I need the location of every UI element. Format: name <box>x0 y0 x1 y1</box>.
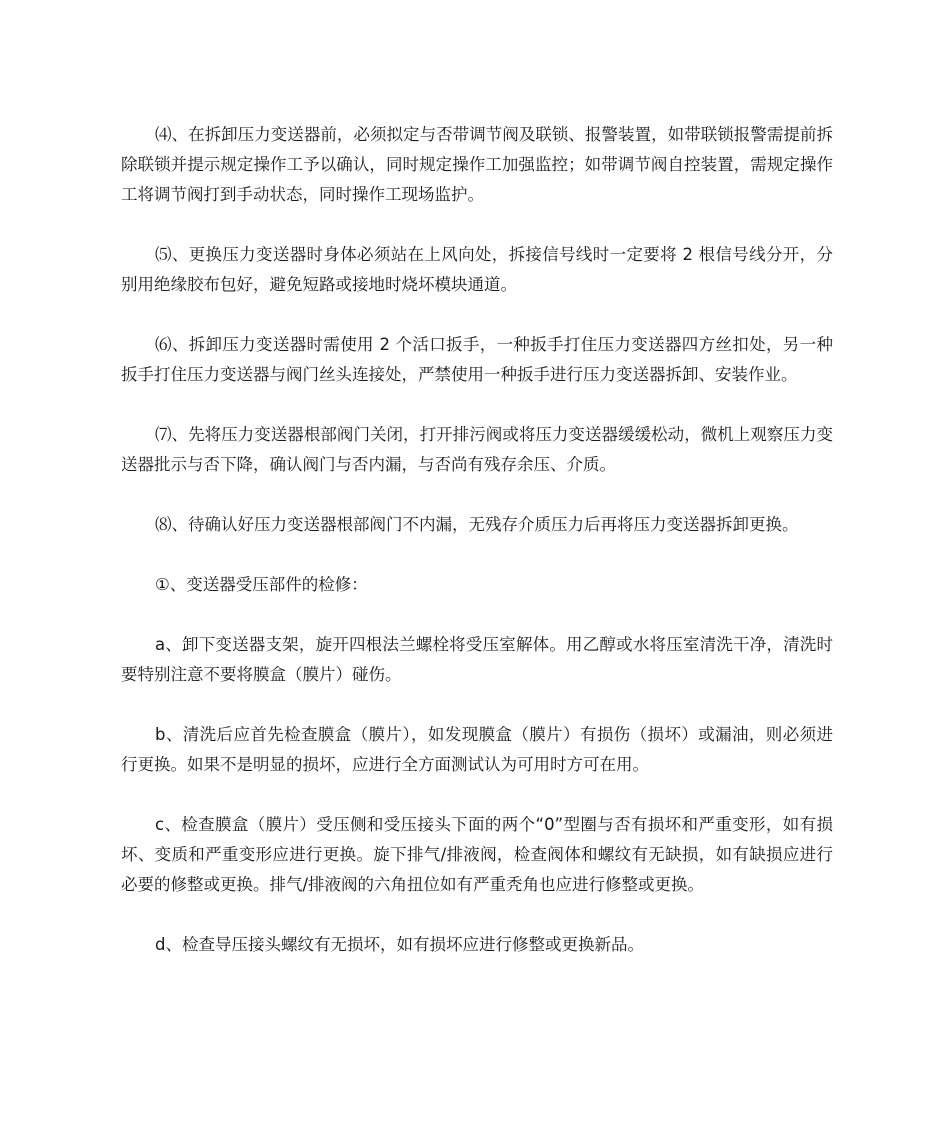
paragraph-step-8: ⑻、待确认好压力变送器根部阀门不内漏，无残存介质压力后再将压力变送器拆卸更换。 <box>155 515 799 534</box>
paragraph-item-c: c、检查膜盒（膜片）受压侧和受压接头下面的两个“0”型圈与否有损坏和严重变形，如有损坏、变质和严重变形应进行更换。旋下排气/排液阀，检查阀体和螺纹有无缺损，如有缺损应进行必要的修整或更换。排气/排液阀的六角扭位如有严重秃角也应进行修整或更换。 <box>121 815 833 894</box>
paragraph-item-b: b、清洗后应首先检查膜盒（膜片），如发现膜盒（膜片）有损伤（损坏）或漏油，则必须进行更换。如果不是明显的损坏，应进行全方面测试认为可用时方可在用。 <box>121 725 833 774</box>
paragraph-step-7: ⑺、先将压力变送器根部阀门关闭，打开排污阀或将压力变送器缓缓松动，微机上观察压力变送器批示与否下降，确认阀门与否内漏，与否尚有残存余压、介质。 <box>121 425 833 474</box>
paragraph-item-a: a、卸下变送器支架，旋开四根法兰螺栓将受压室解体。用乙醇或水将压室清洗干净，清洗时要特别注意不要将膜盒（膜片）碰伤。 <box>121 635 833 684</box>
paragraph-item-d: d、检查导压接头螺纹有无损坏，如有损坏应进行修整或更换新品。 <box>155 935 644 954</box>
paragraph-step-6: ⑹、拆卸压力变送器时需使用 2 个活口扳手，一种扳手打住压力变送器四方丝扣处，另一种扳手打住压力变送器与阀门丝头连接处，严禁使用一种扳手进行压力变送器拆卸、安装作业。 <box>121 335 833 384</box>
section-heading-pressure-parts: ①、变送器受压部件的检修： <box>155 575 368 594</box>
paragraph-step-4: ⑷、在拆卸压力变送器前，必须拟定与否带调节阀及联锁、报警装置，如带联锁报警需提前拆除联锁并提示规定操作工予以确认，同时规定操作工加强监控；如带调节阀自控装置，需规定操作工将调节阀打到手动状态，同时操作工现场监护。 <box>121 125 833 204</box>
paragraph-step-5: ⑸、更换压力变送器时身体必须站在上风向处，拆接信号线时一定要将 2 根信号线分开，分别用绝缘胶布包好，避免短路或接地时烧坏模块通道。 <box>121 245 833 294</box>
document-body <box>121 120 833 990</box>
